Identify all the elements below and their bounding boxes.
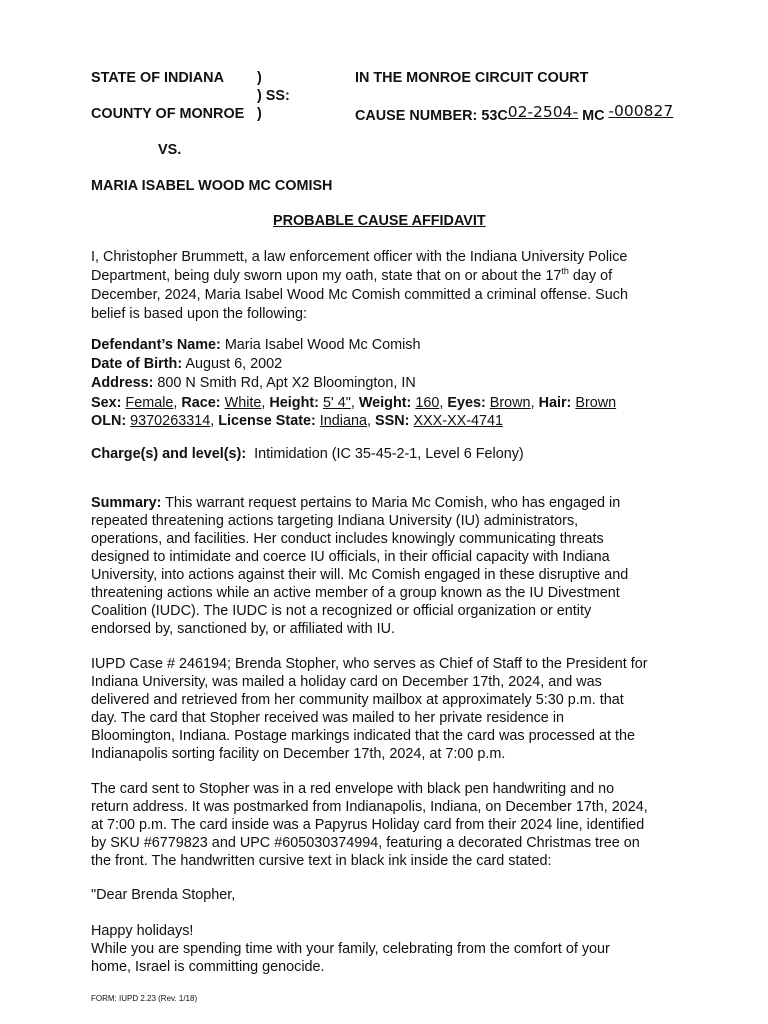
intro-line: Department, being duly sworn upon my oath, state that on or about the 17th day of: [91, 266, 613, 284]
case-line: day. The card that Stopher received was mailed to her private residence in: [91, 710, 565, 726]
quote-line: Happy holidays!: [91, 923, 194, 939]
summary-line: University, into actions against their will. Mc Comish engaged in these disruptive and: [91, 567, 629, 583]
charges-value: Intimidation (IC 35-45-2-1, Level 6 Felony): [254, 446, 524, 462]
dob-value: August 6, 2002: [185, 356, 283, 372]
defendant-caption: MARIA ISABEL WOOD MC COMISH: [91, 178, 333, 194]
id-row: OLN: 9370263314, License State: Indiana, SSN: XXX-XX-4741: [91, 413, 503, 429]
ss-label: ) SS:: [257, 88, 290, 104]
charges-row: [91, 445, 524, 465]
oln-value: 9370263314: [130, 413, 211, 429]
quote-line: home, Israel is committing genocide.: [91, 959, 325, 975]
physical-description-row: Sex: Female, Race: White, Height: 5' 4", Weight: 160, Eyes: Brown, Hair: Brown: [91, 395, 617, 411]
document-title: PROBABLE CAUSE AFFIDAVIT: [273, 213, 486, 229]
cause-number-part2: -000827: [608, 102, 674, 120]
summary-line: Coalition (IUDC). The IUDC is not a recognized or official organization or entity: [91, 603, 592, 619]
case-line: Bloomington, Indiana. Postage markings indicated that the card was processed at the: [91, 728, 635, 744]
race-value: White: [224, 395, 262, 411]
defendant-name: Maria Isabel Wood Mc Comish: [224, 337, 421, 353]
quote-line: While you are spending time with your family, celebrating from the comfort of your: [91, 941, 610, 957]
caption-paren: ): [257, 70, 262, 86]
defendant-name-row: Defendant’s Name: Maria Isabel Wood Mc Comish: [91, 337, 421, 353]
state-label: STATE OF INDIANA: [91, 70, 224, 86]
summary-line: operations, and facilities. Her conduct includes knowingly communicating threats: [91, 531, 604, 547]
license-state-value: Indiana: [319, 413, 368, 429]
card-line: at 7:00 p.m. The card inside was a Papyrus Holiday card from their 2024 line, identified: [91, 817, 645, 833]
form-footer: FORM: IUPD 2.23 (Rev. 1/18): [91, 994, 198, 1003]
versus-label: VS.: [158, 142, 182, 158]
summary-line: endorsed by, sanctioned by, or affiliated with IU.: [91, 621, 395, 637]
charges-label: Charge(s) and level(s):: [91, 446, 247, 462]
weight-value: 160: [415, 395, 440, 411]
cause-number-part1: 02-2504-: [507, 103, 579, 121]
quote-greeting: "Dear Brenda Stopher,: [91, 887, 236, 903]
cause-mc: MC: [582, 108, 605, 124]
height-value: 5' 4": [322, 395, 351, 411]
sex-value: Female: [125, 395, 174, 411]
address-row: Address: 800 N Smith Rd, Apt X2 Bloomington, IN: [91, 375, 416, 391]
summary-line: Summary: This warrant request pertains to Maria Mc Comish, who has engaged in: [91, 495, 621, 511]
intro-line: belief is based upon the following:: [91, 306, 308, 322]
court-name: IN THE MONROE CIRCUIT COURT: [355, 70, 589, 86]
ssn-value: XXX-XX-4741: [413, 413, 503, 429]
cause-number: [355, 102, 674, 124]
summary-line: repeated threatening actions targeting Indiana University (IU) administrators,: [91, 513, 579, 529]
intro-line: I, Christopher Brummett, a law enforcement officer with the Indiana University Police: [91, 249, 628, 265]
summary-line: designed to intimidate and coerce IU officials, in their official capacity with Indiana: [91, 549, 610, 565]
case-line: Indiana University, was mailed a holiday card on December 17th, 2024, and was: [91, 674, 602, 690]
caption-paren: ): [257, 106, 262, 122]
county-label: COUNTY OF MONROE: [91, 106, 245, 122]
dob-row: Date of Birth: August 6, 2002: [91, 356, 283, 372]
card-line: by SKU #6779823 and UPC #605030374994, featuring a decorated Christmas tree on: [91, 835, 640, 851]
address-value: 800 N Smith Rd, Apt X2 Bloomington, IN: [157, 375, 416, 391]
case-line: Indianapolis sorting facility on December 17th, 2024, at 7:00 p.m.: [91, 746, 506, 762]
card-line: the front. The handwritten cursive text in black ink inside the card stated:: [91, 853, 552, 869]
eyes-value: Brown: [489, 395, 531, 411]
intro-line: December, 2024, Maria Isabel Wood Mc Comish committed a criminal offense. Such: [91, 287, 628, 303]
case-line: IUPD Case # 246194; Brenda Stopher, who serves as Chief of Staff to the President for: [91, 656, 648, 672]
card-line: The card sent to Stopher was in a red envelope with black pen handwriting and no: [91, 781, 615, 797]
summary-line: threatening actions while an active member of a group known as the IU Divestment: [91, 585, 620, 601]
case-line: delivered and retrieved from her community mailbox at approximately 5:30 p.m. that: [91, 692, 624, 708]
cause-label: CAUSE NUMBER: 53C: [355, 108, 508, 124]
hair-value: Brown: [575, 395, 617, 411]
card-line: return address. It was postmarked from Indianapolis, Indiana, on December 17th, 2024,: [91, 799, 648, 815]
